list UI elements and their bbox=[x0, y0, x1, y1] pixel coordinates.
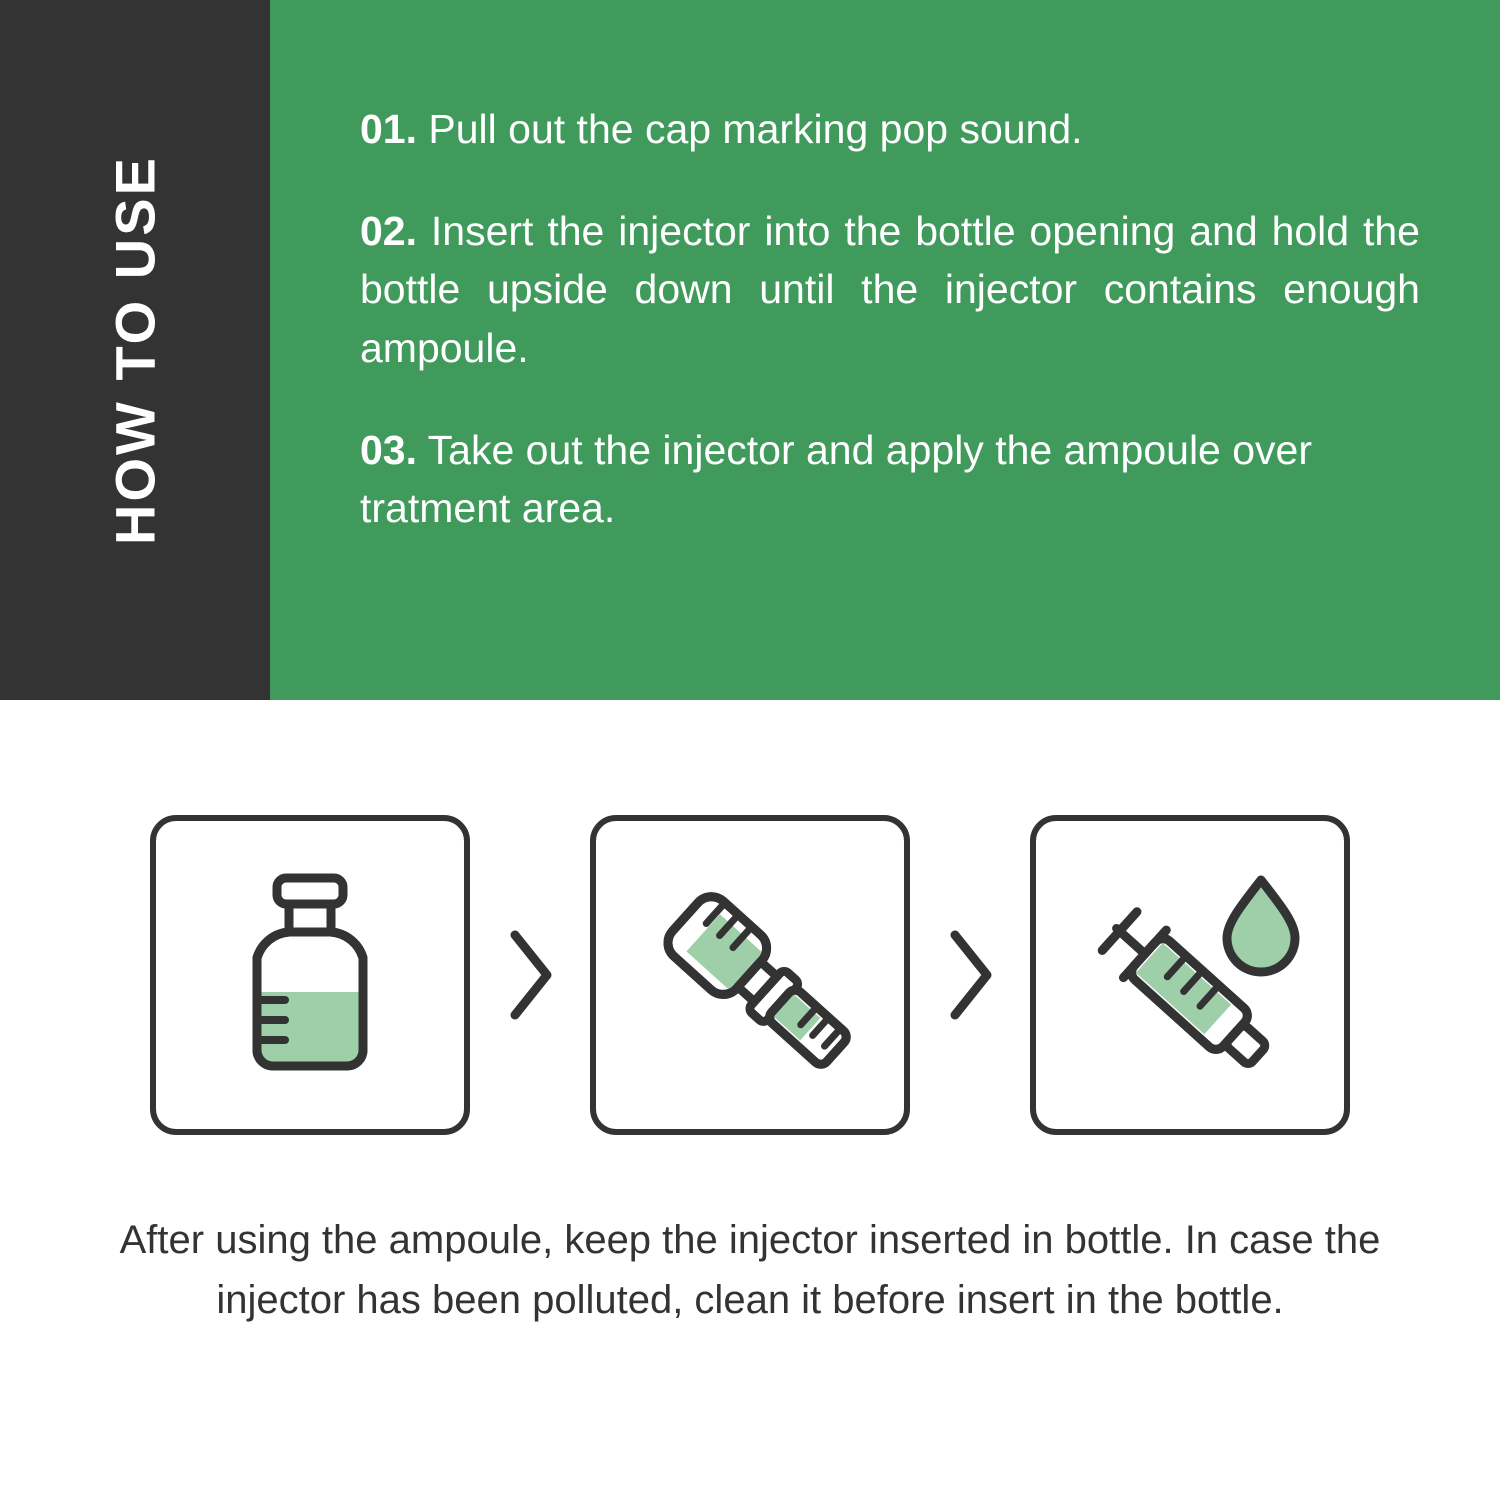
injector-drop-icon bbox=[1065, 850, 1315, 1100]
step-text: Insert the injector into the bottle opening and hold the bottle upside down until the injector contains enough ampoule. bbox=[360, 208, 1420, 371]
icon-box-injector-in-bottle bbox=[590, 815, 910, 1135]
page-title: HOW TO USE bbox=[103, 155, 167, 545]
instructions-panel bbox=[0, 0, 1500, 700]
step-number: 03. bbox=[360, 426, 417, 473]
separator-2 bbox=[910, 815, 1030, 1135]
usage-steps-panel bbox=[0, 700, 1500, 1500]
steps-list bbox=[270, 0, 1500, 700]
step-number: 01. bbox=[360, 106, 417, 152]
icon-box-injector-drop bbox=[1030, 815, 1350, 1135]
ampoule-bottle-icon bbox=[185, 850, 435, 1100]
list-item bbox=[360, 421, 1420, 537]
footer-note: After using the ampoule, keep the injector inserted in bottle. In case the injector has been polluted, clean it before insert in the bottle. bbox=[119, 1218, 1381, 1322]
chevron-right-icon bbox=[943, 927, 997, 1023]
injector-in-bottle-icon bbox=[625, 850, 875, 1100]
sidebar bbox=[0, 0, 270, 700]
list-item bbox=[360, 100, 1420, 158]
step-number: 02. bbox=[360, 208, 417, 255]
list-item bbox=[360, 202, 1420, 377]
chevron-right-icon bbox=[503, 927, 557, 1023]
icon-sequence bbox=[0, 815, 1500, 1135]
separator-1 bbox=[470, 815, 590, 1135]
icon-box-bottle bbox=[150, 815, 470, 1135]
step-text: Take out the injector and apply the ampoule over tratment area. bbox=[360, 426, 1312, 532]
step-text: Pull out the cap marking pop sound. bbox=[428, 106, 1083, 152]
